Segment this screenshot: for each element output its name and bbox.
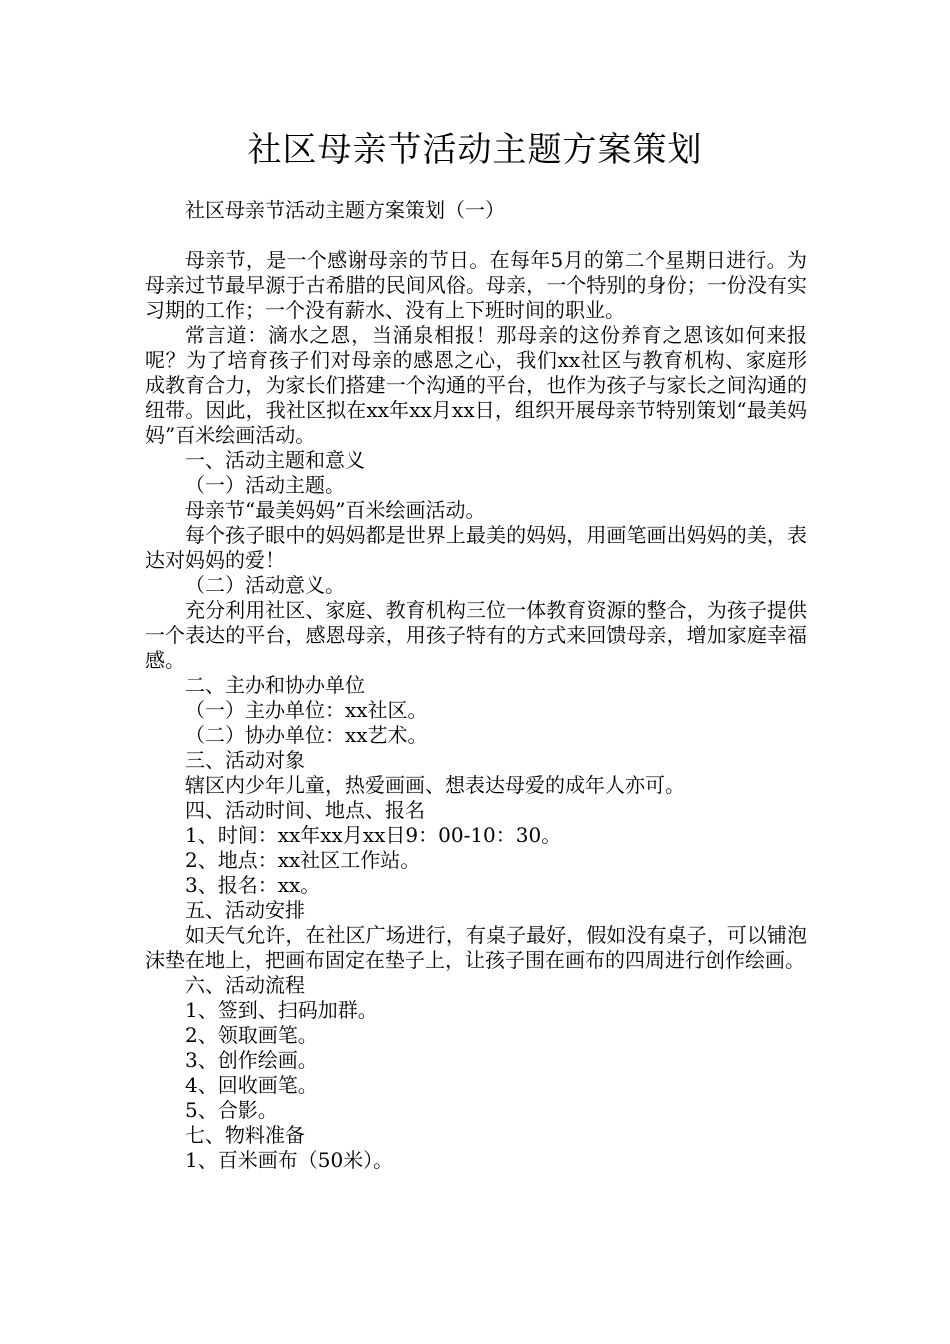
paragraph-audience: 辖区内少年儿童，热爱画画、想表达母爱的成年人亦可。 — [185, 773, 685, 797]
list-item-signup: 3、报名：xx。 — [185, 873, 321, 897]
paragraph-intro: 母亲节，是一个感谢母亲的节日。在每年5月的第二个星期日进行。为母亲过节最早源于古希腊的民间风俗。母亲，一个特别的身份；一份没有实习期的工作；一个没有薪水、没有上下班时间的职业。 — [145, 248, 807, 322]
paragraph-meaning: 充分利用社区、家庭、教育机构三位一体教育资源的整合，为孩子提供一个表达的平台，感恩母亲，用孩子特有的方式来回馈母亲，增加家庭幸福感。 — [145, 598, 807, 672]
list-item-step-4: 4、回收画笔。 — [185, 1073, 318, 1097]
list-item-host: （一）主办单位：xx社区。 — [185, 698, 428, 722]
subsection-heading-theme: （一）活动主题。 — [185, 473, 345, 497]
list-item-step-3: 3、创作绘画。 — [185, 1048, 318, 1072]
section-heading-organizers: 二、主办和协办单位 — [185, 673, 365, 697]
list-item-material-1: 1、百米画布（50米）。 — [185, 1148, 394, 1172]
document-body — [145, 198, 807, 1173]
list-item-co-host: （二）协办单位：xx艺术。 — [185, 723, 428, 747]
list-item-time: 1、时间：xx年xx月xx日9：00-10：30。 — [185, 823, 562, 847]
list-item-place: 2、地点：xx社区工作站。 — [185, 848, 421, 872]
section-heading-audience: 三、活动对象 — [185, 748, 305, 772]
list-item-step-1: 1、签到、扫码加群。 — [185, 998, 378, 1022]
section-heading-materials: 七、物料准备 — [185, 1123, 305, 1147]
section-heading-process: 六、活动流程 — [185, 973, 305, 997]
document-title: 社区母亲节活动主题方案策划 — [247, 130, 703, 170]
list-item-step-2: 2、领取画笔。 — [185, 1023, 318, 1047]
list-item-step-5: 5、合影。 — [185, 1098, 278, 1122]
paragraph-theme-detail: 每个孩子眼中的妈妈都是世界上最美的妈妈，用画笔画出妈妈的美，表达对妈妈的爱！ — [145, 523, 807, 572]
document-subtitle: 社区母亲节活动主题方案策划（一） — [185, 198, 505, 222]
subsection-heading-meaning: （二）活动意义。 — [185, 573, 345, 597]
section-heading-arrangement: 五、活动安排 — [185, 898, 305, 922]
paragraph-background: 常言道：滴水之恩，当涌泉相报！那母亲的这份养育之恩该如何来报呢？为了培育孩子们对母亲的感恩之心，我们xx社区与教育机构、家庭形成教育合力，为家长们搭建一个沟通的平台，也作为孩子与家长之间沟通的纽带。因此，我社区拟在xx年xx月xx日，组织开展母亲节特别策划“最美妈妈”百米绘画活动。 — [145, 323, 807, 447]
section-heading-time-place: 四、活动时间、地点、报名 — [185, 798, 425, 822]
paragraph-arrangement: 如天气允许，在社区广场进行，有桌子最好，假如没有桌子，可以铺泡沫垫在地上，把画布固定在垫子上，让孩子围在画布的四周进行创作绘画。 — [145, 923, 807, 972]
paragraph-theme: 母亲节“最美妈妈”百米绘画活动。 — [185, 498, 486, 522]
section-heading-theme: 一、活动主题和意义 — [185, 448, 365, 472]
